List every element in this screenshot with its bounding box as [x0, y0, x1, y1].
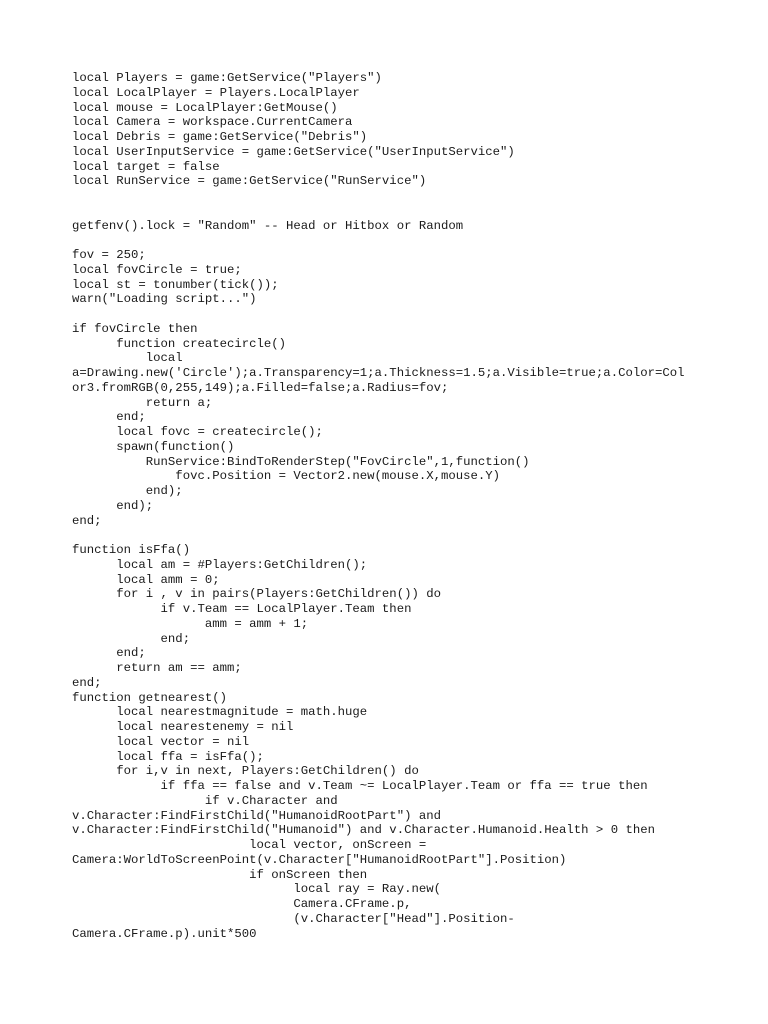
code-line: local amm = 0; — [72, 572, 220, 587]
code-block — [72, 71, 732, 941]
code-line: function getnearest() — [72, 690, 227, 705]
code-line: a=Drawing.new('Circle');a.Transparency=1;a.Thickness=1.5;a.Visible=true;a.Color=Col — [72, 366, 685, 380]
code-line — [72, 189, 732, 204]
code-line: for i,v in next, Players:GetChildren() do — [72, 764, 419, 779]
code-line: RunService:BindToRenderStep("FovCircle",1,function() — [72, 454, 530, 469]
code-line: (v.Character["Head"].Position- — [72, 911, 515, 926]
code-line: getfenv().lock = "Random" -- Head or Hitbox or Random — [72, 218, 464, 233]
code-line: v.Character:FindFirstChild("Humanoid") and v.Character.Humanoid.Health > 0 then — [72, 823, 655, 838]
code-line: local ffa = isFfa(); — [72, 749, 264, 764]
code-line: local mouse = LocalPlayer:GetMouse() — [72, 100, 338, 115]
code-line: local nearestenemy = nil — [72, 720, 294, 734]
code-line: end; — [72, 646, 146, 661]
code-line: local st = tonumber(tick()); — [72, 277, 279, 292]
code-line: local Players = game:GetService("Players") — [72, 71, 382, 85]
code-line: or3.fromRGB(0,255,149);a.Filled=false;a.Radius=fov; — [72, 380, 449, 395]
code-line: fov = 250; — [72, 248, 146, 262]
code-line: if fovCircle then — [72, 321, 198, 336]
code-line — [72, 528, 732, 543]
code-line: local target = false — [72, 159, 220, 174]
code-line: local Debris = game:GetService("Debris") — [72, 130, 368, 144]
code-line: function createcircle() — [72, 336, 287, 351]
code-line: local fovCircle = true; — [72, 262, 242, 277]
code-line: local UserInputService = game:GetService("UserInputService") — [72, 144, 515, 159]
code-line: local nearestmagnitude = math.huge — [72, 705, 368, 720]
code-line: return am == amm; — [72, 661, 242, 675]
code-line: local am = #Players:GetChildren(); — [72, 557, 368, 572]
code-line: local — [72, 351, 183, 366]
code-line: local RunService = game:GetService("RunService") — [72, 174, 427, 189]
code-line: end; — [72, 631, 191, 646]
code-line: Camera.CFrame.p).unit*500 — [72, 926, 257, 941]
code-line: end; — [72, 513, 102, 528]
code-line: local fovc = createcircle(); — [72, 425, 323, 439]
code-line: end; — [72, 675, 102, 690]
code-line — [72, 233, 732, 248]
code-line: if ffa == false and v.Team ~= LocalPlayer.Team or ffa == true then — [72, 779, 648, 793]
code-line: spawn(function() — [72, 439, 235, 454]
code-line: end); — [72, 484, 183, 498]
code-line: if v.Team == LocalPlayer.Team then — [72, 602, 412, 616]
code-line: warn("Loading script...") — [72, 292, 257, 307]
code-line: function isFfa() — [72, 543, 191, 557]
code-line: local Camera = workspace.CurrentCamera — [72, 115, 353, 130]
code-line: local ray = Ray.new( — [72, 882, 441, 897]
code-line: for i , v in pairs(Players:GetChildren()) do — [72, 587, 441, 602]
code-line: local LocalPlayer = Players.LocalPlayer — [72, 85, 360, 100]
code-line: if onScreen then — [72, 867, 368, 882]
code-line: local vector, onScreen = — [72, 838, 427, 852]
code-line — [72, 307, 732, 322]
code-line: amm = amm + 1; — [72, 616, 309, 631]
code-line: end); — [72, 498, 154, 513]
code-line: Camera:WorldToScreenPoint(v.Character["HumanoidRootPart"].Position) — [72, 852, 567, 867]
code-line: if v.Character and — [72, 793, 338, 808]
code-line: v.Character:FindFirstChild("HumanoidRootPart") and — [72, 808, 441, 823]
code-line: end; — [72, 410, 146, 425]
code-line: Camera.CFrame.p, — [72, 897, 412, 911]
code-line — [72, 204, 732, 219]
code-line: return a; — [72, 395, 213, 410]
code-line: local vector = nil — [72, 734, 250, 749]
code-line: fovc.Position = Vector2.new(mouse.X,mouse.Y) — [72, 469, 501, 484]
